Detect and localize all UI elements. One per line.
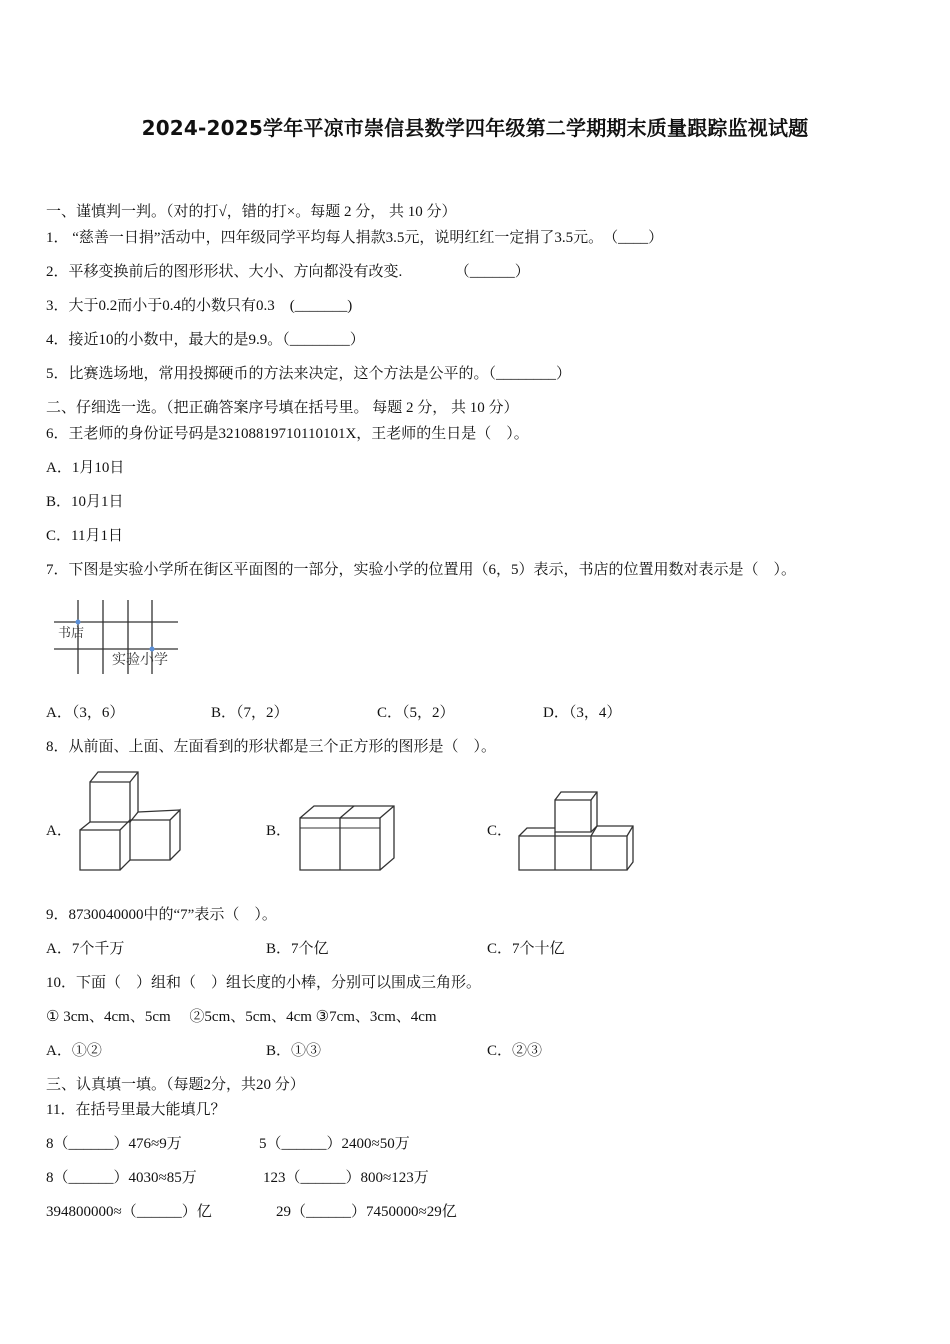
cube-figure-b [296,800,406,876]
q11-row2-right: 123（______）800≈123万 [263,1170,429,1186]
q10-groups: ① 3cm、4cm、5cm ②5cm、5cm、4cm ③7cm、3cm、4cm [46,1009,437,1025]
q11-row1-right: 5（______）2400≈50万 [259,1136,410,1152]
question-7: 7．下图是实验小学所在街区平面图的一部分，实验小学的位置用（6，5）表示，书店的位置用数对表示是（ ）。 [46,562,797,578]
q9-option-a: A．7个千万 [46,941,125,957]
question-3: 3．大于0.2而小于0.4的小数只有0.3 (_______) [46,298,353,314]
q8-option-b: B． [266,823,292,839]
school-point [150,647,155,652]
q11-row2-left: 8（______）4030≈85万 [46,1170,197,1186]
q9-option-b: B．7个亿 [266,941,329,957]
question-5: 5．比赛选场地，常用投掷硬币的方法来决定，这个方法是公平的。（________） [46,366,572,382]
section3-header: 三、认真填一填。（每题2分，共20 分） [46,1077,305,1093]
question-11: 11．在括号里最大能填几？ [46,1102,226,1118]
q8-option-c: C． [487,823,513,839]
question-4: 4．接近10的小数中，最大的是9.9。（________） [46,332,365,348]
q8-option-a: A． [46,823,72,839]
q7-option-a: A．（3，6） [46,705,125,721]
question-10: 10．下面（ ）组和（ ）组长度的小棒，分别可以围成三角形。 [46,975,482,991]
q9-option-c: C．7个十亿 [487,941,565,957]
exam-title: 2024-2025学年平凉市崇信县数学四年级第二学期期末质量跟踪监视试题 [141,116,809,140]
q10-option-b: B．①③ [266,1043,322,1059]
question-9: 9．8730040000中的“7”表示（ ）。 [46,907,277,923]
q11-row3-left: 394800000≈（______）亿 [46,1204,212,1220]
school-label: 实验小学 [112,652,168,668]
cube-figure-a [76,768,186,874]
q11-row1-left: 8（______）476≈9万 [46,1136,182,1152]
question-1: 1． “慈善一日捐”活动中，四年级同学平均每人捐款3.5元，说明红红一定捐了3.5元。 （____） [46,230,664,246]
street-grid-figure [48,598,198,678]
q10-option-c: C．②③ [487,1043,543,1059]
q7-option-d: D．（3，4） [543,705,622,721]
q7-option-b: B．（7，2） [211,705,289,721]
q6-option-a: A．1月10日 [46,460,125,476]
q6-option-b: B．10月1日 [46,494,124,510]
bookstore-point [76,620,81,625]
q7-option-c: C．（5，2） [377,705,455,721]
section1-header: 一、谨慎判一判。（对的打√，错的打×。每题 2 分， 共 10 分） [46,204,457,220]
question-8: 8．从前面、上面、左面看到的形状都是三个正方形的图形是（ ）。 [46,739,497,755]
q10-option-a: A．①② [46,1043,102,1059]
question-2: 2．平移变换前后的图形形状、大小、方向都没有改变. （______） [46,264,530,280]
cube-figure-c [515,788,637,876]
bookstore-label: 书店 [58,626,85,641]
q11-row3-right: 29（______）7450000≈29亿 [276,1204,457,1220]
question-6: 6．王老师的身份证号码是32108819710110101X，王老师的生日是（ ）。 [46,426,529,442]
section2-header: 二、仔细选一选。（把正确答案序号填在括号里。 每题 2 分， 共 10 分） [46,400,519,416]
q6-option-c: C．11月1日 [46,528,123,544]
